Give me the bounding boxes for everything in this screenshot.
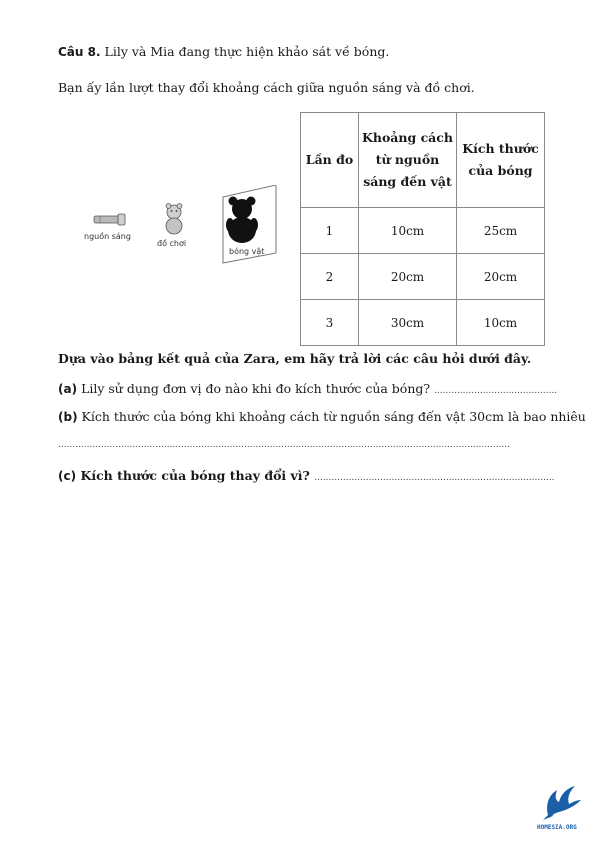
- flashlight-icon: [94, 214, 125, 225]
- part-c: [58, 468, 555, 483]
- header-distance-line2: từ nguồn: [375, 152, 440, 167]
- part-a-label: (a): [58, 382, 78, 396]
- table-header-row: [301, 113, 545, 208]
- part-a-text: Lily sử dụng đơn vị đo nào khi đo kích thước của bóng?: [81, 381, 431, 396]
- shadow-size-cell: 20cm: [457, 254, 545, 300]
- shadow-size-cell: 10cm: [457, 300, 545, 346]
- part-b-answer-blank[interactable]: ..............................................................................................................................................................: [58, 440, 511, 450]
- distance-cell: 10cm: [359, 208, 457, 254]
- table-row: [301, 300, 545, 346]
- question-heading: [58, 44, 389, 59]
- table-row: [301, 254, 545, 300]
- header-distance-line1: Khoảng cách: [362, 130, 453, 145]
- trial-cell: 2: [301, 254, 359, 300]
- trial-cell: 3: [301, 300, 359, 346]
- part-b: [58, 409, 586, 424]
- question-description: Bạn ấy lần lượt thay đổi khoảng cách giữa nguồn sáng và đồ chơi.: [58, 80, 475, 95]
- site-logo: [535, 782, 585, 832]
- toy-label: đồ chơi: [157, 239, 187, 248]
- header-distance: [359, 113, 457, 208]
- header-trial: Lần đo: [301, 113, 359, 208]
- trial-cell: 1: [301, 208, 359, 254]
- header-shadow-line2: của bóng: [468, 163, 533, 178]
- distance-cell: 20cm: [359, 254, 457, 300]
- part-b-text: Kích thước của bóng khi khoảng cách từ nguồn sáng đến vật 30cm là bao nhiêu: [81, 409, 586, 424]
- part-c-answer-blank[interactable]: ....................................................................................: [314, 473, 555, 483]
- logo-text: HOMESIA.ORG: [537, 824, 577, 831]
- shadow-size-cell: 25cm: [457, 208, 545, 254]
- table-row: [301, 208, 545, 254]
- header-shadow-line1: Kích thước: [462, 141, 539, 156]
- instructions: Dựa vào bảng kết quả của Zara, em hãy trả lời các câu hỏi dưới đây.: [58, 351, 532, 366]
- light-source-label: nguồn sáng: [84, 232, 131, 241]
- bird-logo-icon: [535, 782, 585, 822]
- header-shadow-size: [457, 113, 545, 208]
- part-b-label: (b): [58, 410, 78, 424]
- part-a-answer-blank[interactable]: ...........................................: [434, 386, 558, 396]
- header-distance-line3: sáng đến vật: [363, 174, 452, 189]
- question-number: Câu 8.: [58, 45, 101, 59]
- distance-cell: 30cm: [359, 300, 457, 346]
- results-table: [300, 112, 545, 346]
- part-a: [58, 381, 557, 396]
- part-c-label: (c): [58, 469, 77, 483]
- question-intro: Lily và Mia đang thực hiện khảo sát về bóng.: [104, 44, 390, 59]
- part-c-text: Kích thước của bóng thay đổi vì?: [80, 468, 310, 483]
- teddy-toy-icon: [166, 204, 182, 235]
- shadow-label: bóng vật: [229, 247, 265, 256]
